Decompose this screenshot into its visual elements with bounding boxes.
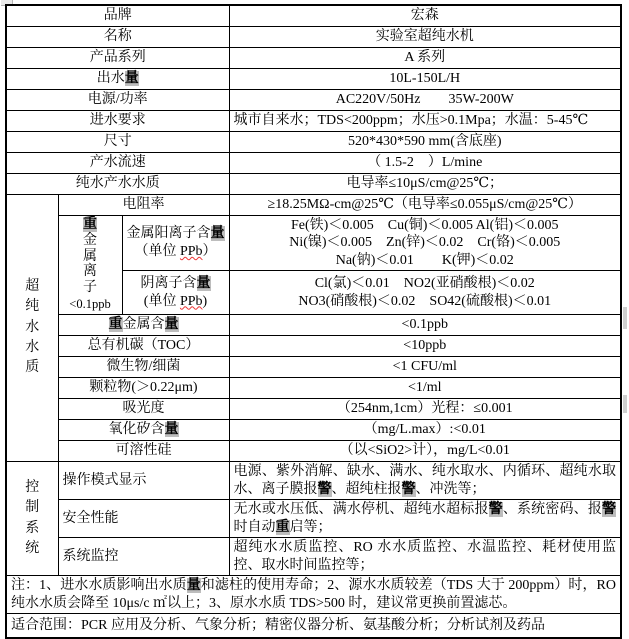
- flow-rate-label: 产水流速: [6, 152, 229, 173]
- row-heavy-metal-content: [6, 315, 621, 336]
- row-name: [6, 26, 621, 47]
- heavy-metal-content-label: 重金属含量: [58, 315, 229, 336]
- silica-oxide-label: 氧化矽含量: [58, 420, 229, 441]
- particles-value: <1/ml: [229, 378, 621, 399]
- microbes-label: 微生物/细菌: [58, 357, 229, 378]
- safety-value: 无水或水压低、满水停机、超纯水超标报警、系统密码、报警时自动重启等；: [229, 500, 621, 538]
- heavy-metal-ions-chars: 重金属离子: [83, 217, 97, 295]
- anion-label-line2: [127, 293, 225, 311]
- row-feed-water: [6, 110, 621, 131]
- soluble-silicon-value: （以<SiO2>计），mg/L<0.01: [229, 441, 621, 462]
- anion-label: [122, 271, 229, 315]
- row-scope: [6, 614, 621, 638]
- row-notes: [6, 576, 621, 614]
- particles-label: 颗粒物(＞0.22μm): [58, 378, 229, 399]
- cation-line: Ni(镍)＜0.005 Zn(锌)＜0.02 Cr(铬)＜0.005: [289, 235, 561, 250]
- row-brand: [6, 5, 621, 26]
- anion-label-prefix: (单位: [143, 293, 180, 309]
- row-dimensions: [6, 131, 621, 152]
- anion-line: Cl(氯)＜0.01 NO2(亚硝酸根)＜0.02: [314, 276, 535, 291]
- output-label: 出水量: [6, 68, 229, 89]
- cation-label-spellchecked-word: PPb: [179, 243, 203, 259]
- row-toc: [6, 336, 621, 357]
- name-label: 名称: [6, 26, 229, 47]
- row-operation-modes: [6, 462, 621, 500]
- heavy-metal-ions-limit: <0.1ppb: [69, 296, 111, 311]
- row-silica-oxide: [6, 420, 621, 441]
- row-power: [6, 89, 621, 110]
- microbes-value: <1 CFU/ml: [229, 357, 621, 378]
- row-pure-water-quality: [6, 173, 621, 194]
- dimensions-label: 尺寸: [6, 131, 229, 152]
- output-value: 10L-150L/H: [229, 68, 621, 89]
- group-control-system: [6, 462, 58, 576]
- row-microbes: [6, 357, 621, 378]
- feed-water-value: 城市自来水；TDS<200ppm；水压>0.1Mpa；水温：5-45℃: [229, 110, 621, 131]
- toc-label: 总有机碳（TOC）: [58, 336, 229, 357]
- cation-label-prefix: 金属阳离子含量（单位: [126, 226, 225, 259]
- anion-label-spellchecked-word: PPb: [179, 293, 203, 309]
- row-cations: [6, 215, 621, 271]
- scope-text: 适合范围：PCR 应用及分析、气象分析；精密仪器分析、氨基酸分析；分析试剂及药品: [6, 614, 621, 638]
- operation-modes-label: 操作模式显示: [58, 462, 229, 500]
- cation-line: Na(钠)＜0.01 K(钾)＜0.02: [335, 252, 514, 268]
- brand-label: 品牌: [6, 5, 229, 26]
- monitoring-value: 超纯水水质监控、RO 水水质监控、水温监控、耗材使用监控、取水时间监控等；: [229, 538, 621, 576]
- silica-oxide-value: （mg/L.max）:<0.01: [229, 420, 621, 441]
- soluble-silicon-label: 可溶性硅: [58, 441, 229, 462]
- monitoring-label: 系统监控: [58, 538, 229, 576]
- row-particles: [6, 378, 621, 399]
- anion-label-suffix: ): [202, 293, 208, 309]
- cation-line: Fe(铁)＜0.005 Cu(铜)＜0.005 Al(铝)＜0.005: [290, 217, 559, 233]
- power-label: 电源/功率: [6, 89, 229, 110]
- brand-value: 宏森: [229, 5, 621, 26]
- cation-label: [122, 215, 229, 271]
- row-safety: [6, 500, 621, 538]
- ultrapure-group-label: 超纯水水质: [25, 279, 40, 376]
- name-value: 实验室超纯水机: [229, 26, 621, 47]
- selection-handle-fragment: [623, 307, 627, 329]
- anion-line: NO3(硝酸根)＜0.02 SO42(硫酸根)＜0.01: [298, 293, 552, 309]
- flow-rate-value: （ 1.5-2 ）L/mine: [229, 152, 621, 173]
- anion-values: [229, 271, 621, 315]
- resistivity-value: ≥18.25MΩ-cm@25℃（电导率≤0.055μS/cm@25℃）: [229, 194, 621, 215]
- cation-values: [229, 215, 621, 271]
- series-value: A 系列: [229, 47, 621, 68]
- absorbance-label: 吸光度: [58, 399, 229, 420]
- selection-handle-fragment: [623, 395, 627, 413]
- row-resistivity: [6, 194, 621, 215]
- row-flow-rate: [6, 152, 621, 173]
- cation-label-suffix: ）: [202, 243, 217, 259]
- group-ultrapure-water-quality: [6, 194, 58, 462]
- group-heavy-metal-ions: [58, 215, 122, 315]
- pure-water-quality-label: 纯水产水水质: [6, 173, 229, 194]
- control-system-group-label: 控制系统: [25, 479, 40, 556]
- row-output: [6, 68, 621, 89]
- safety-label: 安全性能: [58, 500, 229, 538]
- product-spec-table: [5, 4, 622, 639]
- power-value: AC220V/50Hz 35W-200W: [229, 89, 621, 110]
- operation-modes-value: 电源、紫外消解、缺水、满水、纯水取水、内循环、超纯水取水、离子膜报警、超纯柱报警、冲洗等；: [229, 462, 621, 500]
- toc-value: <10ppb: [229, 336, 621, 357]
- row-absorbance: [6, 399, 621, 420]
- anion-label-line1: 阴离子含量: [140, 276, 211, 291]
- row-monitoring: [6, 538, 621, 576]
- resistivity-label: 电阻率: [58, 194, 229, 215]
- feed-water-label: 进水要求: [6, 110, 229, 131]
- notes-text: 注：1、进水水质影响出水质量和滤柱的使用寿命；2、源水水质较差（TDS 大于 200ppm）时，RO 纯水水质会降至 10μs/c ㎡以上；3、原水水质 TDS>500 时，建议常更换前置滤芯。: [6, 576, 621, 614]
- dimensions-value: 520*430*590 mm(含底座): [229, 131, 621, 152]
- pure-water-quality-value: 电导率≤10μS/cm@25℃；: [229, 173, 621, 194]
- heavy-metal-content-value: <0.1ppb: [229, 315, 621, 336]
- row-soluble-silicon: [6, 441, 621, 462]
- absorbance-value: （254nm,1cm）光程：≤0.001: [229, 399, 621, 420]
- row-series: [6, 47, 621, 68]
- series-label: 产品系列: [6, 47, 229, 68]
